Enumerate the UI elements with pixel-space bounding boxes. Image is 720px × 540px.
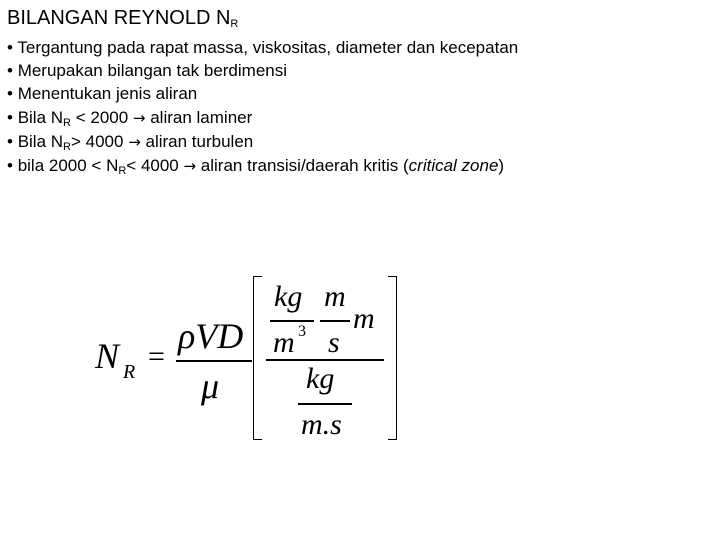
- right-arrow-icon: →: [183, 157, 197, 176]
- unit-s: s: [328, 326, 340, 359]
- bullet-list: [7, 36, 518, 178]
- right-arrow-icon: →: [128, 132, 141, 151]
- formula-lhs-sub: R: [123, 361, 136, 383]
- fraction-bar: [320, 320, 350, 322]
- unit-m-velocity: m: [353, 302, 375, 335]
- formula-denominator: μ: [201, 366, 220, 406]
- formula-equals: =: [148, 340, 165, 373]
- fraction-bar: [266, 359, 384, 361]
- formula-numerator: ρVD: [178, 316, 244, 356]
- left-bracket: [253, 276, 262, 440]
- unit-kg-viscosity: kg: [306, 362, 335, 395]
- bullet-item: • Bila $N_R> 4000$ → aliran turbulen: [7, 131, 254, 153]
- right-arrow-icon: →: [132, 108, 146, 127]
- fraction-bar: [298, 403, 352, 405]
- unit-m-dot-s: m.s: [301, 408, 342, 441]
- reynolds-formula: [90, 262, 420, 452]
- unit-m3: m: [273, 326, 295, 359]
- bullet-item: • Merupakan bilangan tak berdimensi: [7, 61, 288, 81]
- unit-m: m: [324, 280, 346, 313]
- formula-lhs: N: [95, 336, 120, 376]
- bullet-item: • bila $2000 < N_R< 4000$ → aliran transisi/daerah kritis (critical zone): [7, 156, 505, 178]
- unit-kg: kg: [274, 280, 303, 313]
- slide-title: BILANGAN REYNOLD $N_R$: [7, 7, 239, 30]
- fraction-bar: [176, 360, 252, 362]
- right-bracket: [388, 276, 397, 440]
- fraction-bar: [270, 320, 314, 322]
- bullet-item: • Tergantung pada rapat massa, viskositas, diameter dan kecepatan: [7, 38, 519, 57]
- bullet-item: • Menentukan jenis aliran: [7, 84, 198, 104]
- bullet-item: • Bila $N_R < 2000$ → aliran laminer: [7, 107, 253, 129]
- unit-m3-exponent: 3: [298, 323, 306, 340]
